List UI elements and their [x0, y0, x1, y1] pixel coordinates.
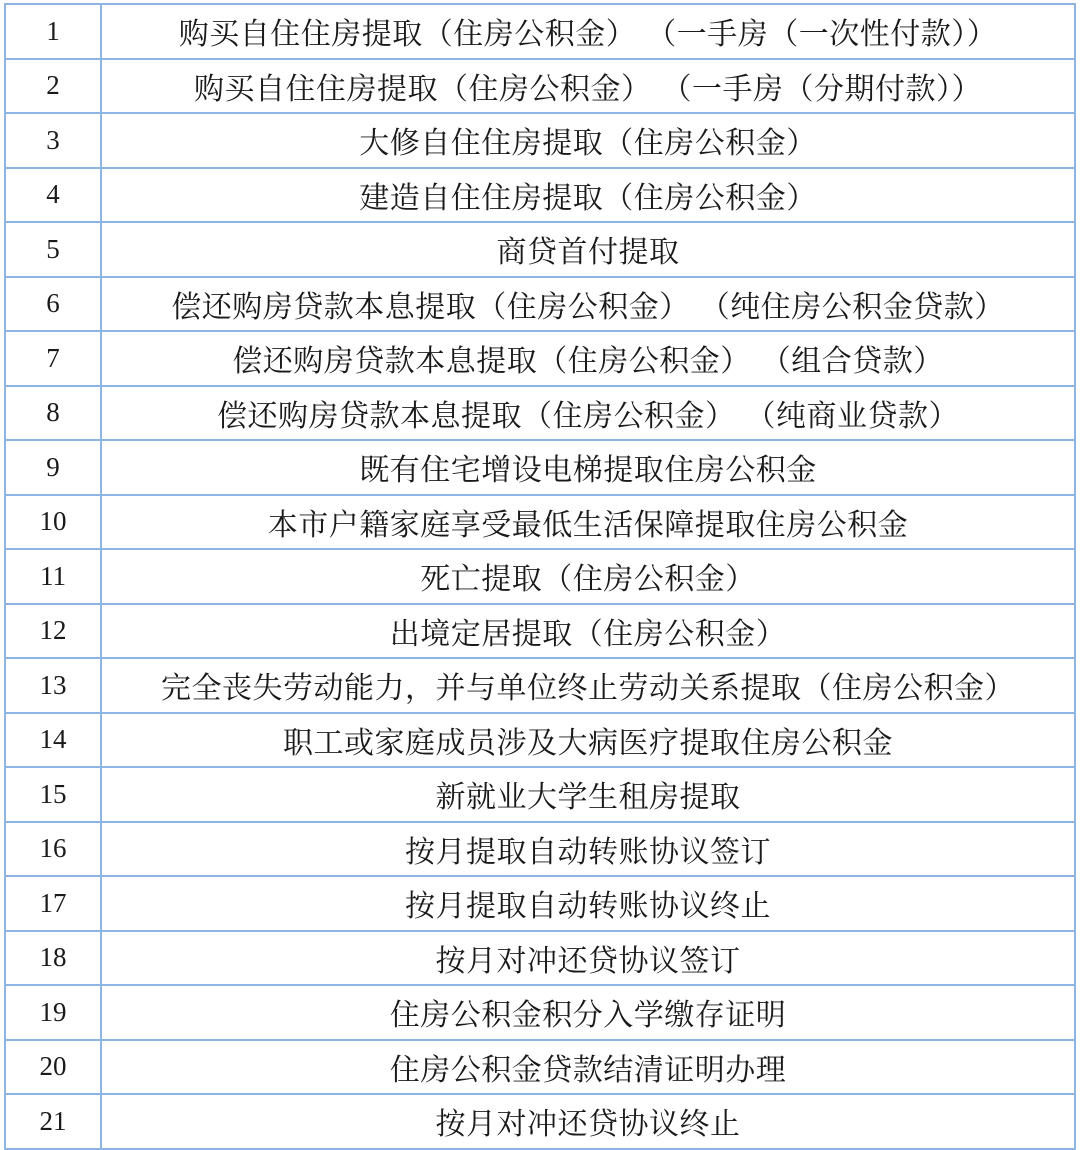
- row-number: 21: [6, 1095, 102, 1148]
- row-number: 13: [6, 659, 102, 712]
- row-service-name: 住房公积金贷款结清证明办理: [102, 1041, 1076, 1094]
- row-number: 20: [6, 1041, 102, 1094]
- row-service-name: 按月对冲还贷协议签订: [102, 932, 1076, 985]
- table-row: [6, 550, 1076, 605]
- table-row: [6, 932, 1076, 987]
- row-service-name: 完全丧失劳动能力，并与单位终止劳动关系提取（住房公积金）: [102, 659, 1076, 712]
- row-number: 3: [6, 114, 102, 167]
- table-row: [6, 278, 1076, 333]
- row-service-name: 出境定居提取（住房公积金）: [102, 605, 1076, 658]
- row-service-name: 死亡提取（住房公积金）: [102, 550, 1076, 603]
- row-number: 2: [6, 60, 102, 113]
- table-row: [6, 441, 1076, 496]
- table-row: [6, 659, 1076, 714]
- table-row: [6, 496, 1076, 551]
- table-row: [6, 332, 1076, 387]
- row-service-name: 本市户籍家庭享受最低生活保障提取住房公积金: [102, 496, 1076, 549]
- row-service-name: 偿还购房贷款本息提取（住房公积金） （纯住房公积金贷款）: [102, 278, 1076, 331]
- row-number: 9: [6, 441, 102, 494]
- row-service-name: 商贷首付提取: [102, 223, 1076, 276]
- row-service-name: 购买自住住房提取（住房公积金） （一手房（分期付款））: [102, 60, 1076, 113]
- table-row: [6, 768, 1076, 823]
- table-row: [6, 823, 1076, 878]
- table-row: [6, 5, 1076, 60]
- row-service-name: 按月提取自动转账协议签订: [102, 823, 1076, 876]
- row-service-name: 建造自住住房提取（住房公积金）: [102, 169, 1076, 222]
- row-number: 14: [6, 714, 102, 767]
- row-number: 8: [6, 387, 102, 440]
- row-number: 5: [6, 223, 102, 276]
- row-number: 4: [6, 169, 102, 222]
- row-number: 15: [6, 768, 102, 821]
- table-row: [6, 605, 1076, 660]
- table-row: [6, 1095, 1076, 1150]
- row-service-name: 按月提取自动转账协议终止: [102, 877, 1076, 930]
- row-service-name: 住房公积金积分入学缴存证明: [102, 986, 1076, 1039]
- table-row: [6, 223, 1076, 278]
- table-row: [6, 1041, 1076, 1096]
- row-service-name: 偿还购房贷款本息提取（住房公积金） （纯商业贷款）: [102, 387, 1076, 440]
- row-service-name: 偿还购房贷款本息提取（住房公积金） （组合贷款）: [102, 332, 1076, 385]
- row-number: 7: [6, 332, 102, 385]
- table-row: [6, 169, 1076, 224]
- row-service-name: 按月对冲还贷协议终止: [102, 1095, 1076, 1148]
- row-number: 17: [6, 877, 102, 930]
- table-row: [6, 877, 1076, 932]
- row-service-name: 购买自住住房提取（住房公积金） （一手房（一次性付款））: [102, 5, 1076, 58]
- row-number: 12: [6, 605, 102, 658]
- row-service-name: 新就业大学生租房提取: [102, 768, 1076, 821]
- row-service-name: 大修自住住房提取（住房公积金）: [102, 114, 1076, 167]
- table-row: [6, 714, 1076, 769]
- row-number: 6: [6, 278, 102, 331]
- row-service-name: 既有住宅增设电梯提取住房公积金: [102, 441, 1076, 494]
- table-row: [6, 60, 1076, 115]
- service-table: [4, 3, 1076, 1150]
- table-row: [6, 387, 1076, 442]
- row-service-name: 职工或家庭成员涉及大病医疗提取住房公积金: [102, 714, 1076, 767]
- row-number: 18: [6, 932, 102, 985]
- row-number: 19: [6, 986, 102, 1039]
- row-number: 11: [6, 550, 102, 603]
- table-row: [6, 986, 1076, 1041]
- table-row: [6, 114, 1076, 169]
- row-number: 10: [6, 496, 102, 549]
- row-number: 1: [6, 5, 102, 58]
- row-number: 16: [6, 823, 102, 876]
